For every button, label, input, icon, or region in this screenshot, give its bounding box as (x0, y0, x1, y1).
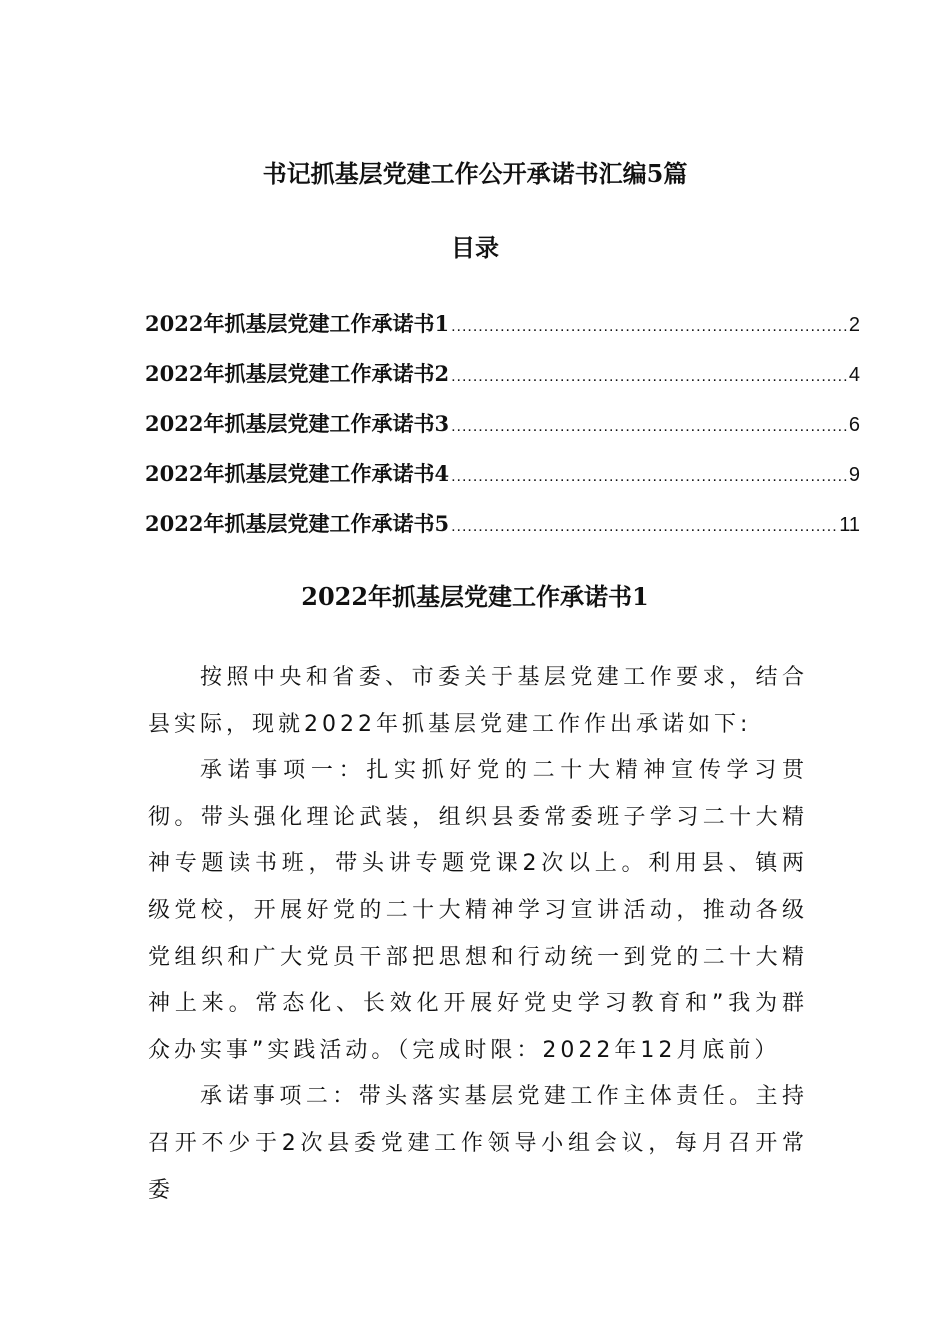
toc-entry[interactable] (145, 457, 860, 507)
document-title: 书记抓基层党建工作公开承诺书汇编5篇 (262, 159, 688, 188)
body-paragraph: 按照中央和省委、市委关于基层党建工作要求，结合县实际，现就2022年抓基层党建工作作出承诺如下: (148, 665, 808, 737)
toc-entry-label: 2022年抓基层党建工作承诺书3 (145, 411, 450, 436)
toc-dot-leader (451, 360, 847, 394)
section-title: 2022年抓基层党建工作承诺书1 (301, 582, 649, 611)
body-paragraph: 承诺事项一：扎实抓好党的二十大精神宣传学习贯彻。带头强化理论武装，组织县委常委班子学习二十大精神专题读书班，带头讲专题党课2次以上。利用县、镇两级党校，开展好党的二十大精神学习宣讲活动，推动各级党组织和广大党员干部把思想和行动统一到党的二十大精神上来。常态化、长效化开展好党史学习教育和”我为群众办实事”实践活动。（完成时限：2022年12月底前） (148, 758, 808, 1063)
body-paragraph: 承诺事项二：带头落实基层党建工作主体责任。主持召开不少于2次县委党建工作领导小组会议，每月召开常委 (148, 1084, 808, 1203)
table-of-contents (145, 307, 860, 557)
toc-heading: 目录 (451, 233, 499, 262)
toc-entry-label: 2022年抓基层党建工作承诺书4 (145, 461, 450, 486)
toc-entry-page: 6 (848, 414, 860, 436)
toc-entry[interactable] (145, 357, 860, 407)
toc-dot-leader (451, 510, 837, 544)
toc-entry[interactable] (145, 307, 860, 357)
toc-entry-page: 2 (848, 314, 860, 336)
toc-dot-leader (451, 410, 847, 444)
toc-entry[interactable] (145, 507, 860, 557)
toc-entry-label: 2022年抓基层党建工作承诺书2 (145, 361, 450, 386)
toc-entry-label: 2022年抓基层党建工作承诺书5 (145, 511, 450, 536)
toc-entry[interactable] (145, 407, 860, 457)
toc-dot-leader (451, 460, 847, 494)
toc-entry-page: 11 (839, 514, 860, 536)
toc-entry-page: 4 (848, 364, 860, 386)
toc-entry-page: 9 (848, 464, 860, 486)
toc-dot-leader (451, 310, 847, 344)
toc-entry-label: 2022年抓基层党建工作承诺书1 (145, 311, 450, 336)
section-body (148, 655, 808, 1214)
